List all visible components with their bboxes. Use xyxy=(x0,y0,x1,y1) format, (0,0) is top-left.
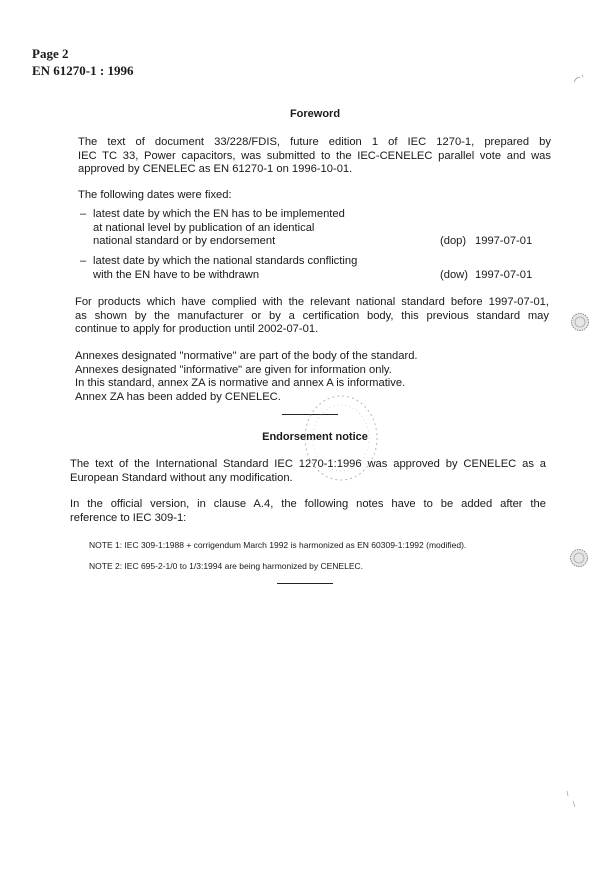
date-description-line: with the EN have to be withdrawn xyxy=(93,268,260,281)
date-description xyxy=(93,208,413,249)
date-value: 1997-07-01 xyxy=(475,234,533,247)
binder-hole-icon xyxy=(569,311,591,333)
dates-intro: The following dates were fixed: xyxy=(78,189,232,201)
endorsement-line: European Standard without any modification. xyxy=(70,471,293,484)
page-header xyxy=(32,45,133,79)
foreword-intro xyxy=(78,136,551,177)
page-number: Page 2 xyxy=(32,46,69,61)
note-1: NOTE 1: IEC 309-1:1988 + corrigendum March 1992 is harmonized as EN 60309-1:1992 (modified). xyxy=(89,540,467,550)
date-abbreviation: (dop) xyxy=(440,234,467,247)
official-version-line: In the official version, in clause A.4, the following notes have to be added after the xyxy=(70,498,546,510)
date-description-line: latest date by which the national standards conflicting xyxy=(93,255,358,267)
foreword-intro-line: IEC TC 33, Power capacitors, was submitted to the IEC-CENELEC parallel vote and was xyxy=(78,149,551,162)
date-description-line: national standard or by endorsement xyxy=(93,235,276,247)
note-2: NOTE 2: IEC 695-2-1/0 to 1/3:1994 are being harmonized by CENELEC. xyxy=(89,561,364,571)
official-version-text xyxy=(70,498,546,525)
official-version-line: reference to IEC 309-1: xyxy=(70,511,187,524)
endorsement-line: The text of the International Standard IEC 1270-1:1996 was approved by CENELEC as a xyxy=(70,458,546,470)
foreword-intro-line: approved by CENELEC as EN 61270-1 on 1996-10-01. xyxy=(78,163,353,175)
scan-speck-icon xyxy=(572,72,586,86)
foreword-heading: Foreword xyxy=(289,108,341,120)
annex-line: Annex ZA has been added by CENELEC. xyxy=(75,390,281,403)
endorsement-text xyxy=(70,458,546,485)
date-item-dop xyxy=(80,208,550,248)
products-line: continue to apply for production until 2002-07-01. xyxy=(75,323,319,335)
dash-bullet: – xyxy=(80,255,87,267)
date-value: 1997-07-01 xyxy=(475,268,533,281)
date-abbreviation: (dow) xyxy=(440,268,468,281)
products-line: For products which have complied with the relevant national standard before 1997-07-01, xyxy=(75,296,549,308)
foreword-intro-line: The text of document 33/228/FDIS, future edition 1 of IEC 1270-1, prepared by xyxy=(78,136,551,148)
date-description-line: latest date by which the EN has to be implemented xyxy=(93,208,345,220)
binder-hole-icon xyxy=(568,547,590,569)
endorsement-heading: Endorsement notice xyxy=(262,431,368,443)
standard-reference: EN 61270-1 : 1996 xyxy=(32,63,134,78)
products-line: as shown by the manufacturer or by a certification body, this previous standard may xyxy=(75,309,549,322)
date-description-line: at national level by publication of an identical xyxy=(93,221,315,234)
annex-line: Annexes designated "normative" are part of the body of the standard. xyxy=(75,350,418,362)
date-description xyxy=(93,255,413,282)
annex-line: Annexes designated "informative" are given for information only. xyxy=(75,363,392,376)
date-item-dow xyxy=(80,255,550,282)
scan-speck-icon xyxy=(563,787,579,811)
closing-divider xyxy=(277,583,333,584)
dash-bullet: – xyxy=(80,208,87,220)
annex-line: In this standard, annex ZA is normative and annex A is informative. xyxy=(75,377,406,389)
products-paragraph xyxy=(75,296,549,337)
